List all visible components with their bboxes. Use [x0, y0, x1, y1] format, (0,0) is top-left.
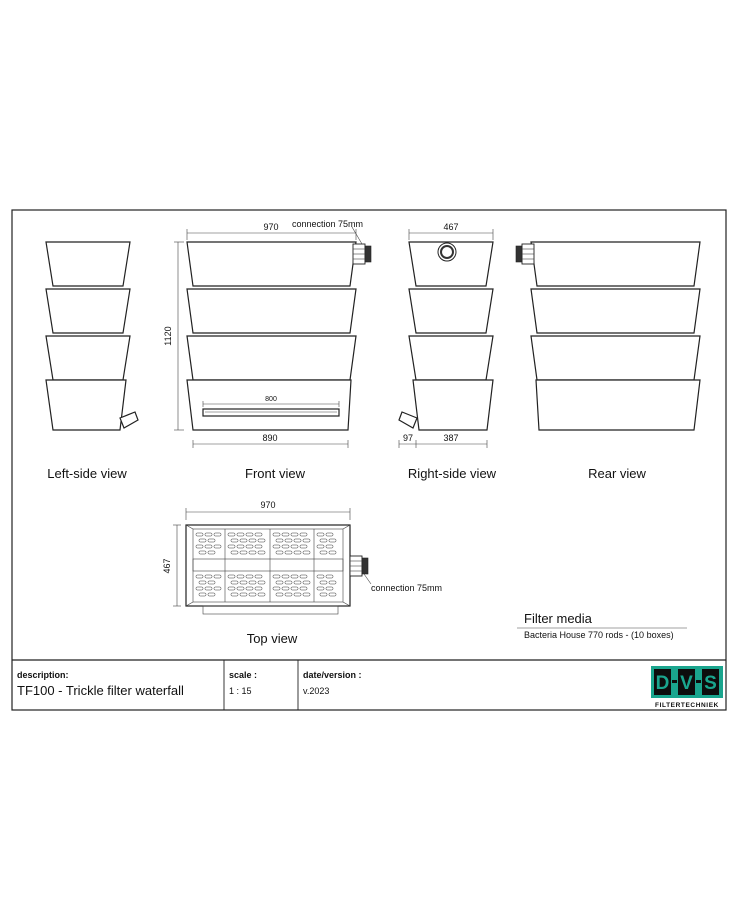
- media-slot: [240, 539, 247, 542]
- media-slot: [317, 575, 324, 578]
- side-outlet-dimension: 97: [402, 433, 414, 443]
- media-slot: [320, 581, 327, 584]
- left-side-view: [46, 242, 138, 430]
- waterfall-slot: [203, 409, 339, 416]
- media-slot: [303, 593, 310, 596]
- media-slot: [317, 533, 324, 536]
- media-slot: [237, 587, 244, 590]
- media-slot: [246, 545, 253, 548]
- media-slot: [205, 575, 212, 578]
- front-view-label: Front view: [245, 466, 305, 481]
- media-slot: [326, 575, 333, 578]
- tier-1: [531, 242, 700, 286]
- media-slot: [303, 551, 310, 554]
- media-slot: [237, 545, 244, 548]
- media-slot: [228, 545, 235, 548]
- tier-1: [187, 242, 356, 286]
- media-slot: [237, 533, 244, 536]
- media-slot: [320, 539, 327, 542]
- front-inner-dimension: 800: [265, 396, 277, 403]
- media-slot: [273, 587, 280, 590]
- media-slot: [291, 587, 298, 590]
- media-slot: [196, 575, 203, 578]
- tier-2: [187, 289, 356, 333]
- media-slot: [228, 533, 235, 536]
- tier-3: [187, 336, 356, 380]
- media-slot: [205, 587, 212, 590]
- media-slot: [214, 575, 221, 578]
- media-slot: [208, 593, 215, 596]
- inlet-port-inner: [441, 246, 453, 258]
- media-slot: [196, 587, 203, 590]
- media-slot: [246, 587, 253, 590]
- media-slot: [208, 551, 215, 554]
- media-slot: [249, 581, 256, 584]
- media-slot: [276, 593, 283, 596]
- rear-view-label: Rear view: [588, 466, 646, 481]
- tier-2: [46, 289, 130, 333]
- top-view-label: Top view: [246, 631, 298, 646]
- date-value: v.2023: [303, 686, 330, 696]
- connection-label-front: connection 75mm: [292, 219, 364, 229]
- tier-4: [536, 380, 700, 430]
- media-slot: [329, 551, 336, 554]
- description-label: description:: [17, 670, 69, 680]
- media-slot: [282, 533, 289, 536]
- media-slot: [214, 587, 221, 590]
- media-slot: [228, 575, 235, 578]
- top-view: [162, 500, 442, 614]
- media-slot: [285, 539, 292, 542]
- media-slot: [258, 551, 265, 554]
- media-slot: [196, 545, 203, 548]
- media-slot: [285, 581, 292, 584]
- media-slot: [273, 545, 280, 548]
- logo-tagline: FILTERTECHNIEK: [655, 702, 719, 709]
- media-slot: [273, 533, 280, 536]
- media-slot: [237, 575, 244, 578]
- media-slot: [255, 575, 262, 578]
- media-slot: [258, 593, 265, 596]
- base-plate: [203, 606, 338, 614]
- front-view: [163, 219, 371, 448]
- front-height-dimension: 1120: [163, 326, 173, 346]
- media-slot: [329, 593, 336, 596]
- outlet-spout: [399, 412, 417, 428]
- top-depth-dimension: 467: [162, 558, 172, 574]
- connection-fitting: [353, 244, 371, 264]
- media-slot: [255, 587, 262, 590]
- media-slot: [240, 593, 247, 596]
- front-base-dimension: 890: [262, 433, 278, 443]
- media-slot: [214, 533, 221, 536]
- media-slot: [228, 587, 235, 590]
- tier-4: [46, 380, 126, 430]
- tier-1: [46, 242, 130, 286]
- media-slot: [246, 533, 253, 536]
- media-slot: [303, 581, 310, 584]
- tier-3: [46, 336, 130, 380]
- logo-letter-d: D: [655, 673, 670, 694]
- media-slot: [231, 581, 238, 584]
- media-slot: [291, 533, 298, 536]
- media-slot: [326, 587, 333, 590]
- media-slot: [291, 545, 298, 548]
- scale-value: 1 : 15: [229, 686, 252, 696]
- media-slot: [329, 539, 336, 542]
- filter-media-title: Filter media: [524, 611, 592, 626]
- filter-media-detail: Bacteria House 770 rods - (10 boxes): [524, 630, 674, 640]
- media-slot: [231, 539, 238, 542]
- connection-fitting: [350, 556, 368, 576]
- media-slot: [294, 539, 301, 542]
- media-slot: [329, 581, 336, 584]
- tier-3: [409, 336, 493, 380]
- right-side-view: [399, 222, 493, 448]
- media-slot: [317, 587, 324, 590]
- media-slot: [285, 593, 292, 596]
- date-label: date/version :: [303, 670, 362, 680]
- media-slot: [294, 593, 301, 596]
- outlet-spout: [120, 412, 138, 428]
- media-slot: [205, 545, 212, 548]
- media-slot: [303, 539, 310, 542]
- media-slot: [317, 545, 324, 548]
- left-side-view-label: Left-side view: [47, 466, 127, 481]
- side-width-dimension: 467: [443, 222, 459, 232]
- media-slot: [273, 575, 280, 578]
- top-width-dimension: 970: [260, 500, 276, 510]
- front-width-dimension: 970: [263, 222, 279, 232]
- media-slot: [199, 539, 206, 542]
- connection-label-top: connection 75mm: [371, 583, 443, 593]
- media-slot: [231, 551, 238, 554]
- media-slot: [300, 587, 307, 590]
- media-slot: [258, 581, 265, 584]
- media-slot: [300, 545, 307, 548]
- media-slot: [240, 551, 247, 554]
- media-slot: [291, 575, 298, 578]
- media-slot: [196, 533, 203, 536]
- media-slot: [199, 593, 206, 596]
- tier-2: [531, 289, 700, 333]
- right-side-view-label: Right-side view: [407, 466, 497, 481]
- media-slot: [294, 551, 301, 554]
- media-slot: [320, 593, 327, 596]
- media-slot: [214, 545, 221, 548]
- media-slot: [320, 551, 327, 554]
- media-slot: [300, 575, 307, 578]
- media-slot: [249, 551, 256, 554]
- rear-view: [516, 242, 700, 430]
- media-slot: [276, 551, 283, 554]
- media-slot: [282, 587, 289, 590]
- tier-4: [413, 380, 493, 430]
- media-slot: [276, 539, 283, 542]
- media-slot: [199, 551, 206, 554]
- media-slot: [199, 581, 206, 584]
- media-slot: [240, 581, 247, 584]
- media-slot: [282, 545, 289, 548]
- side-base-dimension: 387: [443, 433, 459, 443]
- logo-letter-v: V: [680, 673, 693, 694]
- media-slot: [249, 593, 256, 596]
- media-slot: [255, 545, 262, 548]
- tier-3: [531, 336, 700, 380]
- media-slot: [258, 539, 265, 542]
- tier-2: [409, 289, 493, 333]
- logo-letter-s: S: [704, 673, 717, 694]
- media-slot: [326, 545, 333, 548]
- media-slot: [208, 539, 215, 542]
- media-slot: [294, 581, 301, 584]
- media-slot: [285, 551, 292, 554]
- media-slot: [249, 539, 256, 542]
- description-value: TF100 - Trickle filter waterfall: [17, 683, 184, 698]
- dvs-logo: [651, 666, 723, 709]
- scale-label: scale :: [229, 670, 258, 680]
- media-slot: [205, 533, 212, 536]
- media-slot: [300, 533, 307, 536]
- media-slot: [326, 533, 333, 536]
- media-slot: [208, 581, 215, 584]
- connection-fitting: [516, 244, 534, 264]
- media-slot: [231, 593, 238, 596]
- media-slot: [246, 575, 253, 578]
- media-slot: [255, 533, 262, 536]
- tier-4: [187, 380, 351, 430]
- media-slot: [282, 575, 289, 578]
- media-slot: [276, 581, 283, 584]
